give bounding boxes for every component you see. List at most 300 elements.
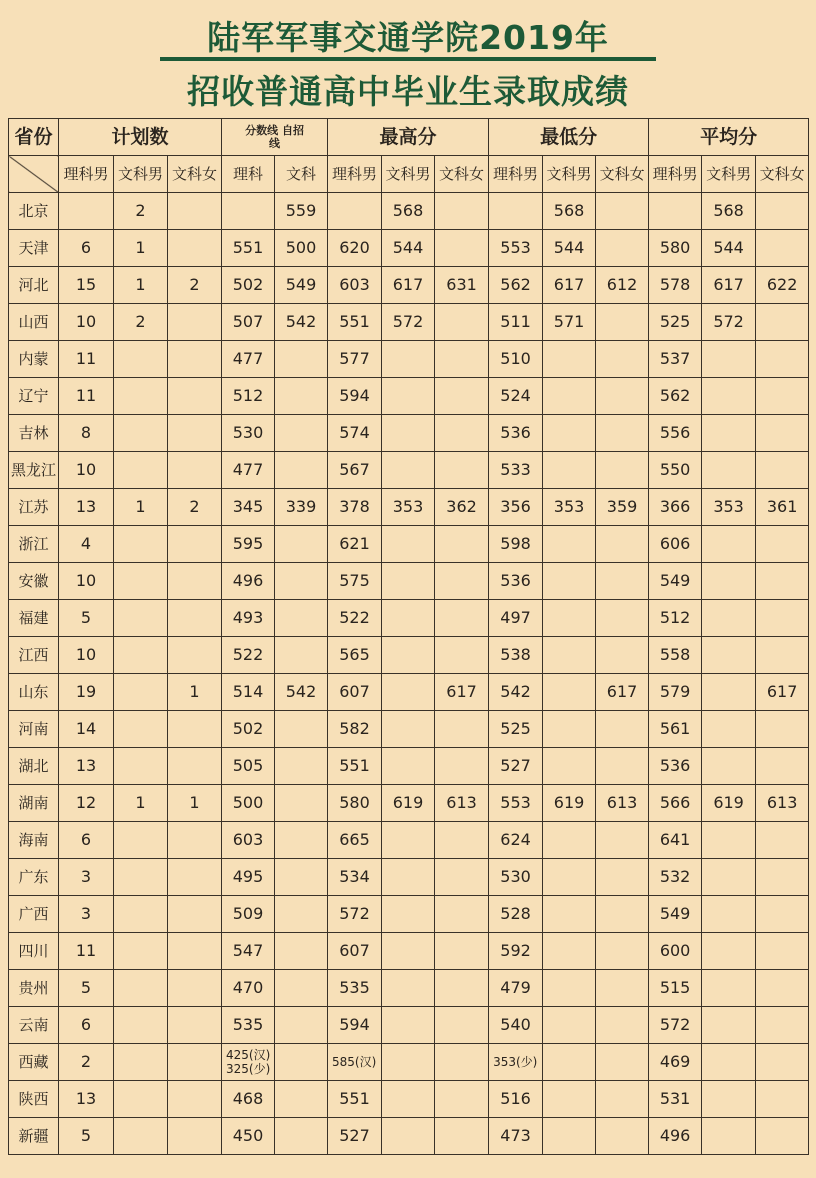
score-cell: 1 — [114, 230, 168, 267]
score-cell — [702, 378, 756, 415]
score-cell: 450 — [222, 1118, 275, 1155]
province-cell: 内蒙 — [9, 341, 59, 378]
score-cell: 1 — [168, 785, 222, 822]
score-cell — [168, 896, 222, 933]
score-cell — [275, 933, 328, 970]
header-plan: 计划数 — [59, 119, 222, 156]
score-cell — [435, 230, 489, 267]
province-cell: 山西 — [9, 304, 59, 341]
score-cell: 6 — [59, 822, 114, 859]
score-cell: 577 — [328, 341, 382, 378]
score-cell: 566 — [649, 785, 702, 822]
score-cell — [382, 637, 435, 674]
score-cell — [596, 526, 649, 563]
score-cell — [596, 378, 649, 415]
score-cell: 535 — [222, 1007, 275, 1044]
score-cell: 547 — [222, 933, 275, 970]
score-cell: 530 — [489, 859, 543, 896]
score-cell — [168, 452, 222, 489]
table-row — [9, 637, 809, 674]
score-cell — [114, 378, 168, 415]
score-cell — [596, 933, 649, 970]
score-cell — [596, 563, 649, 600]
score-cell: 600 — [649, 933, 702, 970]
score-cell: 544 — [702, 230, 756, 267]
table-row — [9, 452, 809, 489]
score-cell: 603 — [328, 267, 382, 304]
score-cell: 496 — [222, 563, 275, 600]
score-cell: 500 — [275, 230, 328, 267]
score-cell — [543, 859, 596, 896]
score-cell — [275, 378, 328, 415]
score-cell: 556 — [649, 415, 702, 452]
score-cell — [168, 415, 222, 452]
score-cell: 512 — [222, 378, 275, 415]
score-cell: 594 — [328, 378, 382, 415]
score-cell — [275, 896, 328, 933]
score-cell — [168, 378, 222, 415]
score-cell: 568 — [702, 193, 756, 230]
score-cell: 536 — [489, 415, 543, 452]
score-cell — [382, 896, 435, 933]
score-cell: 522 — [222, 637, 275, 674]
score-cell: 553 — [489, 785, 543, 822]
score-cell: 10 — [59, 304, 114, 341]
province-cell: 四川 — [9, 933, 59, 970]
province-cell: 天津 — [9, 230, 59, 267]
score-cell: 1 — [114, 267, 168, 304]
table-row — [9, 1044, 809, 1081]
province-cell: 安徽 — [9, 563, 59, 600]
score-cell: 495 — [222, 859, 275, 896]
score-cell — [702, 526, 756, 563]
score-cell — [596, 193, 649, 230]
score-cell — [435, 970, 489, 1007]
score-cell — [59, 193, 114, 230]
score-cell — [168, 193, 222, 230]
score-cell — [168, 748, 222, 785]
score-cell: 579 — [649, 674, 702, 711]
score-cell: 524 — [489, 378, 543, 415]
score-cell — [382, 711, 435, 748]
score-cell — [435, 822, 489, 859]
subheader-cell: 文科女 — [168, 156, 222, 193]
score-cell — [596, 1007, 649, 1044]
score-cell — [114, 1044, 168, 1081]
score-cell — [168, 711, 222, 748]
score-cell — [168, 341, 222, 378]
table-row — [9, 526, 809, 563]
score-cell: 477 — [222, 452, 275, 489]
score-cell: 479 — [489, 970, 543, 1007]
province-cell: 江苏 — [9, 489, 59, 526]
score-cell — [543, 415, 596, 452]
score-cell: 568 — [382, 193, 435, 230]
score-cell — [702, 1081, 756, 1118]
score-cell — [275, 1007, 328, 1044]
score-cell: 1 — [114, 489, 168, 526]
score-cell: 353 — [543, 489, 596, 526]
score-cell — [435, 859, 489, 896]
score-cell — [756, 304, 809, 341]
score-cell: 553 — [489, 230, 543, 267]
score-cell — [382, 933, 435, 970]
score-cell — [382, 970, 435, 1007]
score-cell: 598 — [489, 526, 543, 563]
score-cell: 574 — [328, 415, 382, 452]
score-cell: 6 — [59, 230, 114, 267]
score-cell — [275, 415, 328, 452]
score-cell: 565 — [328, 637, 382, 674]
score-cell: 531 — [649, 1081, 702, 1118]
score-cell: 612 — [596, 267, 649, 304]
subheader-cell: 理科 — [222, 156, 275, 193]
score-cell: 10 — [59, 637, 114, 674]
score-cell: 527 — [489, 748, 543, 785]
score-cell — [168, 970, 222, 1007]
score-cell — [435, 563, 489, 600]
score-cell — [168, 600, 222, 637]
score-cell: 2 — [114, 304, 168, 341]
score-cell — [756, 230, 809, 267]
score-cell — [702, 1007, 756, 1044]
score-cell — [275, 637, 328, 674]
score-cell: 509 — [222, 896, 275, 933]
score-cell — [382, 674, 435, 711]
score-cell — [435, 341, 489, 378]
score-cell — [382, 822, 435, 859]
score-cell: 536 — [489, 563, 543, 600]
province-cell: 湖北 — [9, 748, 59, 785]
province-cell: 辽宁 — [9, 378, 59, 415]
admission-scores-table — [8, 118, 809, 1155]
score-cell — [168, 230, 222, 267]
score-cell: 575 — [328, 563, 382, 600]
score-cell: 624 — [489, 822, 543, 859]
score-cell — [275, 711, 328, 748]
score-cell — [596, 896, 649, 933]
table-row — [9, 859, 809, 896]
score-cell: 477 — [222, 341, 275, 378]
header-highest: 最高分 — [328, 119, 489, 156]
score-cell: 525 — [489, 711, 543, 748]
score-cell: 585(汉) — [328, 1044, 382, 1081]
score-cell: 544 — [543, 230, 596, 267]
score-cell — [435, 415, 489, 452]
score-cell — [756, 378, 809, 415]
score-cell — [382, 526, 435, 563]
score-cell — [702, 748, 756, 785]
score-cell — [596, 637, 649, 674]
score-cell — [435, 896, 489, 933]
score-cell — [114, 748, 168, 785]
table-row — [9, 193, 809, 230]
province-cell: 黑龙江 — [9, 452, 59, 489]
score-cell — [275, 563, 328, 600]
score-cell — [702, 970, 756, 1007]
score-cell: 617 — [596, 674, 649, 711]
score-cell — [114, 637, 168, 674]
score-cell: 13 — [59, 489, 114, 526]
score-cell: 613 — [596, 785, 649, 822]
score-cell: 549 — [275, 267, 328, 304]
score-cell: 559 — [275, 193, 328, 230]
score-cell: 514 — [222, 674, 275, 711]
score-cell — [435, 748, 489, 785]
score-cell: 497 — [489, 600, 543, 637]
score-cell — [382, 748, 435, 785]
score-cell: 470 — [222, 970, 275, 1007]
score-cell: 551 — [328, 748, 382, 785]
score-cell: 2 — [168, 489, 222, 526]
score-cell: 5 — [59, 1118, 114, 1155]
score-cell: 617 — [702, 267, 756, 304]
subheader-cell: 理科男 — [649, 156, 702, 193]
score-cell — [543, 341, 596, 378]
score-cell — [543, 526, 596, 563]
score-cell — [382, 1007, 435, 1044]
province-cell: 北京 — [9, 193, 59, 230]
score-cell — [702, 933, 756, 970]
score-cell — [756, 415, 809, 452]
table-row — [9, 267, 809, 304]
score-cell — [114, 1007, 168, 1044]
score-cell — [702, 1118, 756, 1155]
score-cell — [649, 193, 702, 230]
score-cell — [168, 1044, 222, 1081]
score-cell — [543, 933, 596, 970]
score-cell — [756, 896, 809, 933]
score-cell — [114, 341, 168, 378]
score-cell: 6 — [59, 1007, 114, 1044]
score-cell: 515 — [649, 970, 702, 1007]
score-cell — [275, 822, 328, 859]
score-cell: 592 — [489, 933, 543, 970]
score-cell — [756, 711, 809, 748]
table-row — [9, 970, 809, 1007]
score-cell: 549 — [649, 563, 702, 600]
score-cell: 572 — [702, 304, 756, 341]
score-cell: 507 — [222, 304, 275, 341]
score-cell — [114, 563, 168, 600]
header-lowest: 最低分 — [489, 119, 649, 156]
score-cell — [382, 1044, 435, 1081]
score-cell: 512 — [649, 600, 702, 637]
score-cell — [596, 304, 649, 341]
score-cell — [382, 859, 435, 896]
province-cell: 浙江 — [9, 526, 59, 563]
subheader-cell: 文科女 — [435, 156, 489, 193]
score-cell — [702, 1044, 756, 1081]
score-cell: 544 — [382, 230, 435, 267]
score-cell — [275, 859, 328, 896]
table-row — [9, 933, 809, 970]
score-cell — [168, 563, 222, 600]
score-cell: 13 — [59, 748, 114, 785]
province-cell: 河南 — [9, 711, 59, 748]
score-cell — [114, 896, 168, 933]
table-row — [9, 415, 809, 452]
province-cell: 陕西 — [9, 1081, 59, 1118]
table-row — [9, 748, 809, 785]
score-cell — [114, 674, 168, 711]
score-cell: 516 — [489, 1081, 543, 1118]
subheader-cell: 文科女 — [756, 156, 809, 193]
score-cell: 568 — [543, 193, 596, 230]
province-cell: 湖南 — [9, 785, 59, 822]
score-cell: 468 — [222, 1081, 275, 1118]
score-cell: 525 — [649, 304, 702, 341]
score-cell: 535 — [328, 970, 382, 1007]
score-cell: 571 — [543, 304, 596, 341]
score-cell — [114, 415, 168, 452]
score-cell — [435, 378, 489, 415]
score-cell — [596, 230, 649, 267]
score-cell — [382, 452, 435, 489]
score-cell — [435, 637, 489, 674]
score-cell: 502 — [222, 267, 275, 304]
score-cell — [756, 1118, 809, 1155]
score-cell — [756, 859, 809, 896]
score-cell: 505 — [222, 748, 275, 785]
score-cell: 550 — [649, 452, 702, 489]
score-cell: 580 — [649, 230, 702, 267]
score-cell — [756, 600, 809, 637]
score-cell — [543, 452, 596, 489]
table-row — [9, 711, 809, 748]
score-cell: 538 — [489, 637, 543, 674]
score-cell — [382, 563, 435, 600]
score-cell — [435, 193, 489, 230]
subheader-cell: 文科男 — [543, 156, 596, 193]
score-cell — [702, 637, 756, 674]
score-cell — [543, 674, 596, 711]
score-cell: 2 — [59, 1044, 114, 1081]
score-cell — [114, 859, 168, 896]
diagonal-corner-cell — [9, 156, 59, 193]
score-cell — [275, 1118, 328, 1155]
score-cell: 607 — [328, 674, 382, 711]
score-cell — [543, 896, 596, 933]
score-cell — [756, 1081, 809, 1118]
score-cell: 572 — [328, 896, 382, 933]
table-row — [9, 600, 809, 637]
subheader-cell: 文科 — [275, 156, 328, 193]
province-cell: 广西 — [9, 896, 59, 933]
province-cell: 云南 — [9, 1007, 59, 1044]
score-cell — [168, 1007, 222, 1044]
score-cell — [702, 896, 756, 933]
province-cell: 新疆 — [9, 1118, 59, 1155]
score-cell: 562 — [649, 378, 702, 415]
score-cell: 580 — [328, 785, 382, 822]
score-cell — [543, 637, 596, 674]
score-cell — [382, 1081, 435, 1118]
score-cell — [702, 563, 756, 600]
score-cell: 631 — [435, 267, 489, 304]
score-cell: 502 — [222, 711, 275, 748]
score-cell — [596, 600, 649, 637]
score-cell: 613 — [756, 785, 809, 822]
score-cell: 528 — [489, 896, 543, 933]
score-cell — [382, 341, 435, 378]
score-cell — [702, 674, 756, 711]
table-row — [9, 674, 809, 711]
score-cell: 361 — [756, 489, 809, 526]
score-cell: 578 — [649, 267, 702, 304]
score-cell: 378 — [328, 489, 382, 526]
score-cell — [435, 452, 489, 489]
header-row-1 — [9, 119, 809, 156]
score-cell — [168, 1118, 222, 1155]
table-row — [9, 785, 809, 822]
score-cell — [596, 1081, 649, 1118]
subheader-cell: 理科男 — [489, 156, 543, 193]
score-cell: 8 — [59, 415, 114, 452]
score-cell — [756, 748, 809, 785]
subheader-cell: 理科男 — [59, 156, 114, 193]
score-cell — [543, 1081, 596, 1118]
score-cell: 1 — [168, 674, 222, 711]
score-cell — [114, 711, 168, 748]
table-row — [9, 1118, 809, 1155]
table-row — [9, 304, 809, 341]
score-cell — [756, 933, 809, 970]
score-cell — [543, 970, 596, 1007]
score-cell — [222, 193, 275, 230]
score-cell — [114, 1118, 168, 1155]
score-cell — [114, 600, 168, 637]
score-cell: 549 — [649, 896, 702, 933]
score-cell — [435, 1118, 489, 1155]
score-cell — [114, 970, 168, 1007]
score-cell — [168, 526, 222, 563]
score-cell — [435, 1044, 489, 1081]
score-cell: 617 — [382, 267, 435, 304]
score-cell — [756, 193, 809, 230]
score-cell: 603 — [222, 822, 275, 859]
score-cell — [382, 1118, 435, 1155]
score-cell: 542 — [489, 674, 543, 711]
score-cell: 558 — [649, 637, 702, 674]
score-cell: 527 — [328, 1118, 382, 1155]
score-cell: 551 — [328, 304, 382, 341]
score-cell — [435, 1081, 489, 1118]
score-cell — [275, 526, 328, 563]
score-cell — [543, 748, 596, 785]
score-cell — [275, 970, 328, 1007]
score-cell — [114, 822, 168, 859]
score-cell: 533 — [489, 452, 543, 489]
province-cell: 海南 — [9, 822, 59, 859]
score-cell — [756, 526, 809, 563]
subheader-cell: 文科男 — [702, 156, 756, 193]
title-divider — [160, 57, 656, 61]
score-cell — [435, 711, 489, 748]
table-row — [9, 489, 809, 526]
score-cell: 619 — [702, 785, 756, 822]
score-cell: 617 — [543, 267, 596, 304]
score-cell — [543, 378, 596, 415]
score-cell — [543, 1044, 596, 1081]
score-cell — [489, 193, 543, 230]
score-cell: 613 — [435, 785, 489, 822]
score-cell — [168, 637, 222, 674]
score-cell: 2 — [168, 267, 222, 304]
score-cell: 5 — [59, 600, 114, 637]
title-line-1: 陆军军事交通学院2019年 — [207, 18, 609, 57]
score-cell: 500 — [222, 785, 275, 822]
